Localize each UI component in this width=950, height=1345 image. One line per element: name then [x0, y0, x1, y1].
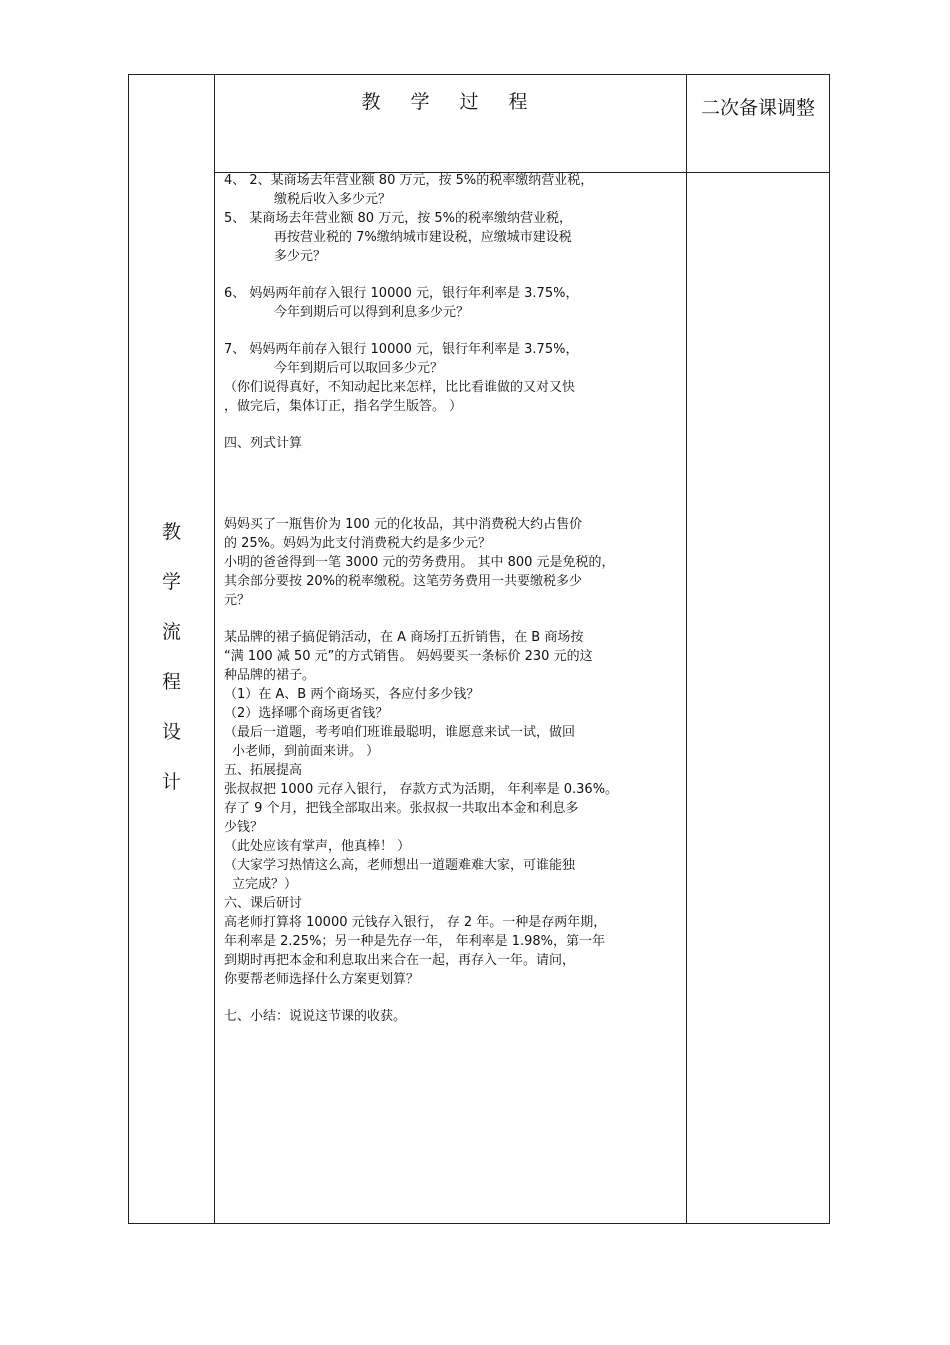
calc-2-line2: 其余部分要按 20%的税率缴税。这笔劳务费用一共要缴税多少	[224, 574, 583, 589]
calc-3-sub2: （2）选择哪个商场更省钱？	[224, 706, 389, 721]
side-char: 教	[161, 521, 181, 543]
calc-3-line1: 某品牌的裙子搞促销活动，在 A 商场打五折销售，在 B 商场按	[224, 630, 584, 645]
extend-1-line2: 存了 9 个月，把钱全部取出来。张叔叔一共取出本金和利息多	[224, 801, 579, 816]
question-6-line1: 6、 妈妈两年前存入银行 10000 元，银行年利率是 3.75%，	[224, 286, 579, 301]
calc-1-line1: 妈妈买了一瓶售价为 100 元的化妆品，其中消费税大约占售价	[224, 517, 583, 532]
research-line4: 你要帮老师选择什么方案更划算？	[224, 972, 420, 987]
teacher-note-3: （此处应该有掌声，他真棒！ ）	[224, 839, 411, 854]
side-char: 程	[161, 671, 181, 693]
question-4-line1: 4、 2、某商场去年营业额 80 万元，按 5%的税率缴纳营业税，	[224, 173, 594, 188]
calc-2-line3: 元？	[224, 593, 251, 608]
question-5-line3: 多少元？	[274, 249, 327, 264]
research-line1: 高老师打算将 10000 元钱存入银行， 存 2 年。一种是存两年期，	[224, 915, 607, 930]
section-4-heading: 四、列式计算	[224, 436, 303, 451]
question-6-line2: 今年到期后可以得到利息多少元？	[274, 305, 470, 320]
question-4-line2: 缴税后收入多少元？	[274, 192, 392, 207]
teacher-note-4b: 立完成？）	[232, 877, 298, 892]
question-5-line1: 5、 某商场去年营业额 80 万元，按 5%的税率缴纳营业税，	[224, 211, 572, 226]
section-7-heading: 七、小结：说说这节课的收获。	[224, 1009, 407, 1024]
teacher-note-1: （你们说得真好，不知动起比来怎样，比比看谁做的又对又快	[224, 380, 576, 395]
teacher-note-4: （大家学习热情这么高，老师想出一道题难难大家，可谁能独	[224, 858, 576, 873]
calc-1-line2: 的 25%。妈妈为此支付消费税大约是多少元？	[224, 536, 492, 551]
side-label	[129, 507, 214, 807]
section-5-heading: 五、拓展提高	[224, 763, 303, 778]
extend-1-line3: 少钱？	[224, 820, 264, 835]
question-7-line2: 今年到期后可以取回多少元？	[274, 361, 444, 376]
calc-3-line2: “满 100 减 50 元”的方式销售。 妈妈要买一条标价 230 元的这	[224, 649, 593, 664]
side-char: 计	[161, 771, 181, 793]
process-title: 教 学 过 程	[361, 91, 540, 113]
side-char: 学	[161, 571, 181, 593]
research-line2: 年利率是 2.25%；另一种是先存一年， 年利率是 1.98%，第一年	[224, 934, 605, 949]
teacher-note-2: （最后一道题，考考咱们班谁最聪明，谁愿意来试一试，做回	[224, 725, 576, 740]
question-7-line1: 7、 妈妈两年前存入银行 10000 元，银行年利率是 3.75%，	[224, 342, 579, 357]
teacher-note-1b: ，做完后，集体订正，指名学生版答。 ）	[224, 399, 463, 414]
notes-title: 二次备课调整	[700, 97, 815, 119]
teacher-note-2b: 小老师，到前面来讲。 ）	[232, 744, 380, 759]
section-6-heading: 六、课后研讨	[224, 896, 303, 911]
question-5-line2: 再按营业税的 7%缴纳城市建设税，应缴城市建设税	[274, 230, 572, 245]
column-divider-right	[686, 75, 687, 1223]
calc-2-line1: 小明的爸爸得到一笔 3000 元的劳务费用。 其中 800 元是免税的，	[224, 555, 615, 570]
extend-1-line1: 张叔叔把 1000 元存入银行， 存款方式为活期， 年利率是 0.36%。	[224, 782, 619, 797]
column-divider-left	[214, 75, 215, 1223]
side-char: 流	[161, 621, 181, 643]
lesson-content	[224, 171, 684, 1026]
lesson-plan-table	[128, 74, 830, 1224]
calc-3-sub1: （1）在 A、B 两个商场买，各应付多少钱？	[224, 687, 480, 702]
calc-3-line3: 种品牌的裙子。	[224, 668, 316, 683]
side-char: 设	[161, 721, 181, 743]
research-line3: 到期时再把本金和利息取出来合在一起，再存入一年。请问，	[224, 953, 576, 968]
